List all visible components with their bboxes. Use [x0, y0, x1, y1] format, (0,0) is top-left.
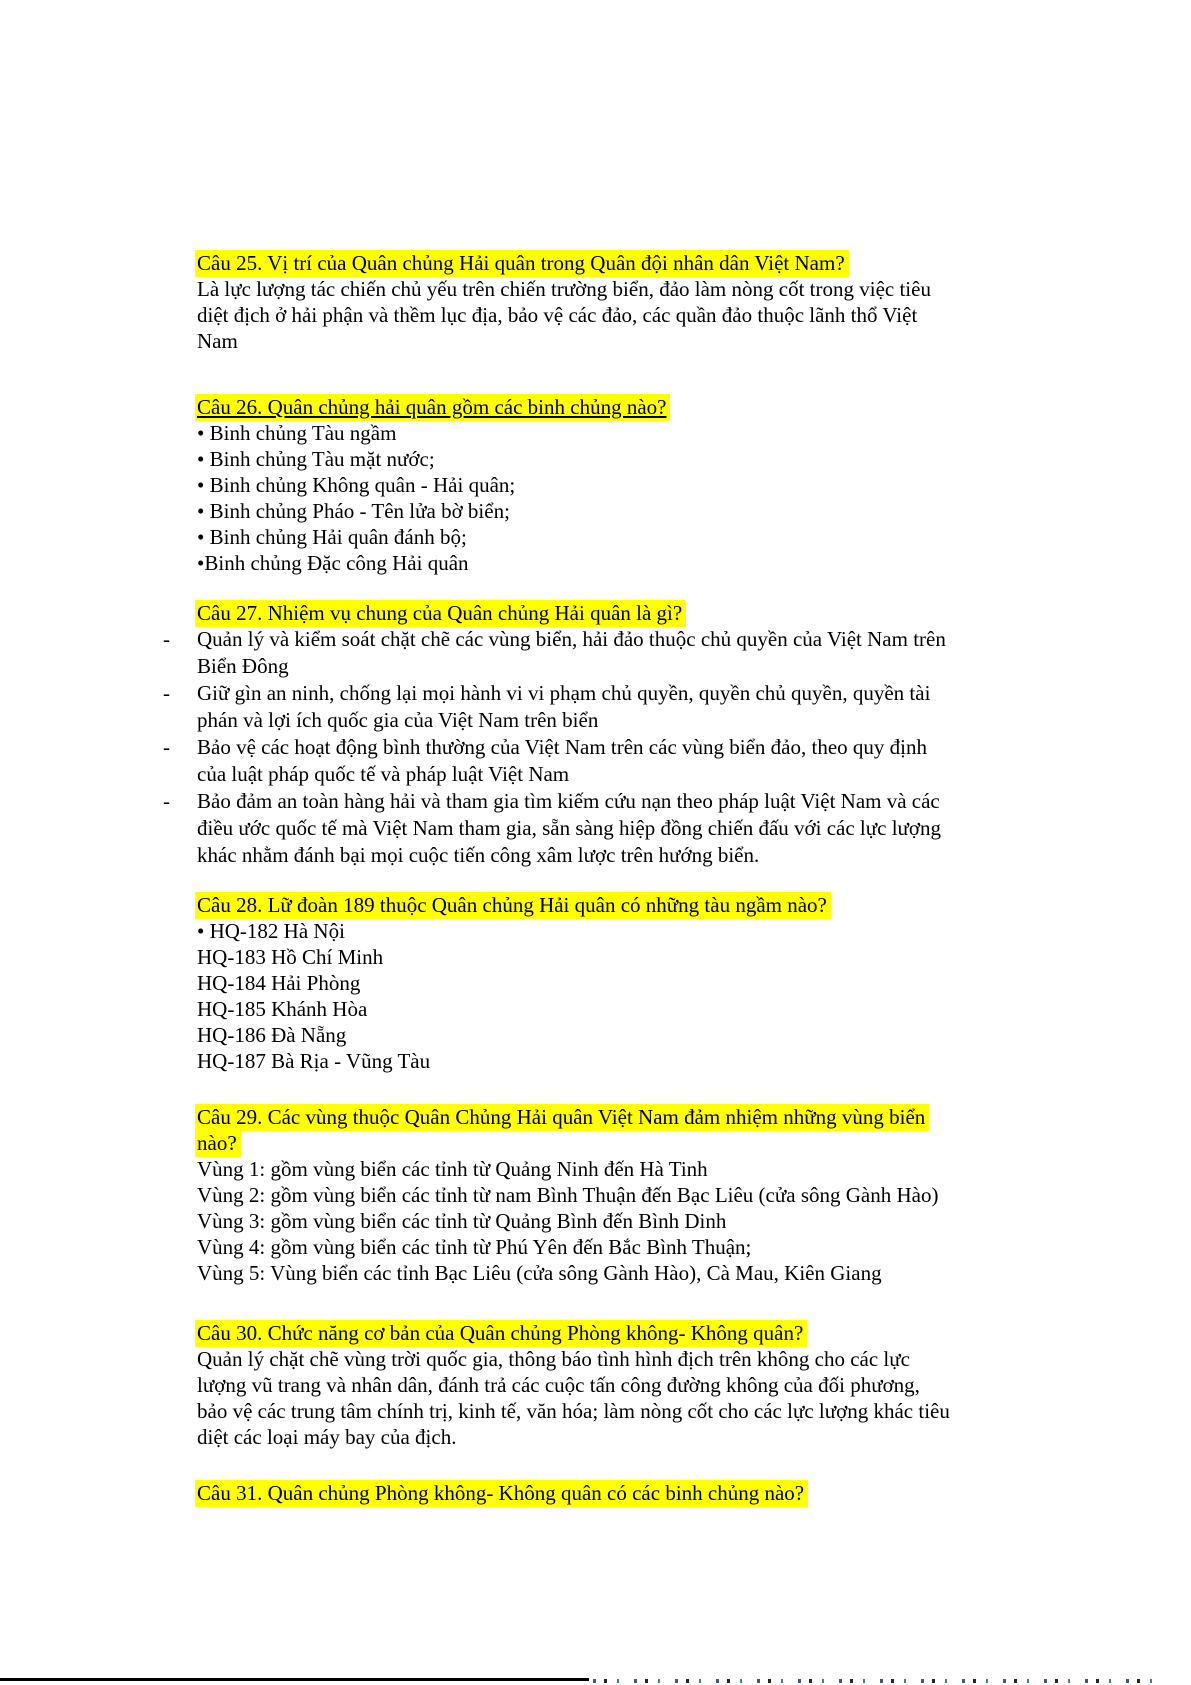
text-block	[197, 276, 1017, 354]
text-line: HQ-183 Hồ Chí Minh	[197, 945, 384, 969]
heading-text: Câu 29. Các vùng thuộc Quân Chủng Hải quân Việt Nam đảm nhiệm những vùng biển	[195, 1104, 929, 1131]
text-line: Vùng 3: gồm vùng biển các tỉnh từ Quảng Bình đến Bình Dinh	[197, 1209, 727, 1233]
text-line: Là lực lượng tác chiến chủ yếu trên chiến trường biển, đảo làm nòng cốt trong việc tiêu	[197, 277, 931, 301]
text-line: HQ-187 Bà Rịa - Vũng Tàu	[197, 1049, 431, 1073]
page-bottom-divider	[0, 1678, 589, 1681]
heading-line	[197, 892, 1017, 918]
list-item	[197, 788, 1017, 869]
list-line: - Giữ gìn an ninh, chống lại mọi hành vi vi phạm chủ quyền, quyền chủ quyền, quyền tài	[197, 680, 1017, 707]
question-heading	[197, 600, 1017, 626]
question-heading	[197, 1320, 1017, 1346]
heading-text: Câu 26. Quân chủng hải quân gồm các binh chủng nào?	[195, 394, 670, 421]
text-block	[197, 626, 1017, 869]
question-heading	[197, 250, 1017, 276]
list-line: phán và lợi ích quốc gia của Việt Nam trên biển	[197, 708, 599, 732]
text-block	[197, 1156, 1017, 1286]
cutoff-text-fragments	[593, 1679, 1153, 1683]
text-line: diệt địch ở hải phận và thềm lục địa, bảo vệ các đảo, các quần đảo thuộc lãnh thổ Việt	[197, 303, 918, 327]
text-line: Vùng 4: gồm vùng biển các tỉnh từ Phú Yên đến Bắc Bình Thuận;	[197, 1235, 752, 1259]
heading-line	[197, 394, 1017, 420]
list-line: - Bảo đảm an toàn hàng hải và tham gia tìm kiếm cứu nạn theo pháp luật Việt Nam và các	[197, 788, 1017, 815]
heading-line	[197, 1480, 1017, 1506]
document-body	[197, 250, 1017, 1506]
text-line: Vùng 1: gồm vùng biển các tỉnh từ Quảng Ninh đến Hà Tinh	[197, 1157, 708, 1181]
heading-text: Câu 31. Quân chủng Phòng không- Không quân có các binh chủng nào?	[195, 1480, 808, 1507]
heading-line	[197, 250, 1017, 276]
list-item	[197, 734, 1017, 788]
list-item	[197, 626, 1017, 680]
text-line: Nam	[197, 329, 238, 353]
question-heading	[197, 1480, 1017, 1506]
text-line: HQ-184 Hải Phòng	[197, 971, 361, 995]
heading-text: nào?	[195, 1130, 241, 1157]
question-heading	[197, 1104, 1017, 1156]
text-line: HQ-186 Đà Nẵng	[197, 1023, 347, 1047]
list-line: Biển Đông	[197, 654, 289, 678]
heading-text: Câu 25. Vị trí của Quân chủng Hải quân trong Quân đội nhân dân Việt Nam?	[195, 250, 849, 277]
text-line: Quản lý chặt chẽ vùng trời quốc gia, thông báo tình hình địch trên không cho các lực	[197, 1347, 910, 1371]
text-line: •Binh chủng Đặc công Hải quân	[197, 551, 469, 575]
text-line: • Binh chủng Hải quân đánh bộ;	[197, 525, 467, 549]
text-line: HQ-185 Khánh Hòa	[197, 997, 368, 1021]
text-block	[197, 420, 1017, 576]
text-line: Vùng 5: Vùng biển các tỉnh Bạc Liêu (cửa sông Gành Hào), Cà Mau, Kiên Giang	[197, 1261, 882, 1285]
heading-text: Câu 30. Chức năng cơ bản của Quân chủng Phòng không- Không quân?	[195, 1320, 807, 1347]
text-line: • Binh chủng Không quân - Hải quân;	[197, 473, 516, 497]
heading-line	[197, 1104, 1017, 1130]
question-heading	[197, 892, 1017, 918]
text-line: • Binh chủng Pháo - Tên lửa bờ biển;	[197, 499, 510, 523]
list-line: - Quản lý và kiểm soát chặt chẽ các vùng biển, hải đảo thuộc chủ quyền của Việt Nam trên	[197, 626, 1017, 653]
text-line: • HQ-182 Hà Nội	[197, 919, 345, 943]
text-block	[197, 918, 1017, 1074]
list-line: khác nhằm đánh bại mọi cuộc tiến công xâm lược trên hướng biển.	[197, 843, 760, 867]
list-line: - Bảo vệ các hoạt động bình thường của Việt Nam trên các vùng biển đảo, theo quy định	[197, 734, 1017, 761]
text-line: Vùng 2: gồm vùng biển các tỉnh từ nam Bình Thuận đến Bạc Liêu (cửa sông Gành Hào)	[197, 1183, 939, 1207]
list-line: của luật pháp quốc tế và pháp luật Việt Nam	[197, 762, 570, 786]
heading-text: Câu 28. Lữ đoàn 189 thuộc Quân chủng Hải quân có những tàu ngầm nào?	[195, 892, 831, 919]
text-line: diệt các loại máy bay của địch.	[197, 1425, 457, 1449]
text-block	[197, 1346, 1017, 1450]
question-heading	[197, 394, 1017, 420]
text-line: lượng vũ trang và nhân dân, đánh trả các cuộc tấn công đường không của đối phương,	[197, 1373, 920, 1397]
text-line: • Binh chủng Tàu mặt nước;	[197, 447, 435, 471]
heading-line	[197, 1320, 1017, 1346]
heading-text: Câu 27. Nhiệm vụ chung của Quân chủng Hải quân là gì?	[195, 600, 686, 627]
heading-line	[197, 600, 1017, 626]
list-item	[197, 680, 1017, 734]
list-line: điều ước quốc tế mà Việt Nam tham gia, sẵn sàng hiệp đồng chiến đấu với các lực lượng	[197, 816, 942, 840]
heading-line	[197, 1130, 1017, 1156]
text-line: • Binh chủng Tàu ngầm	[197, 421, 397, 445]
text-line: bảo vệ các trung tâm chính trị, kinh tế, văn hóa; làm nòng cốt cho các lực lượng khác tiêu	[197, 1399, 950, 1423]
